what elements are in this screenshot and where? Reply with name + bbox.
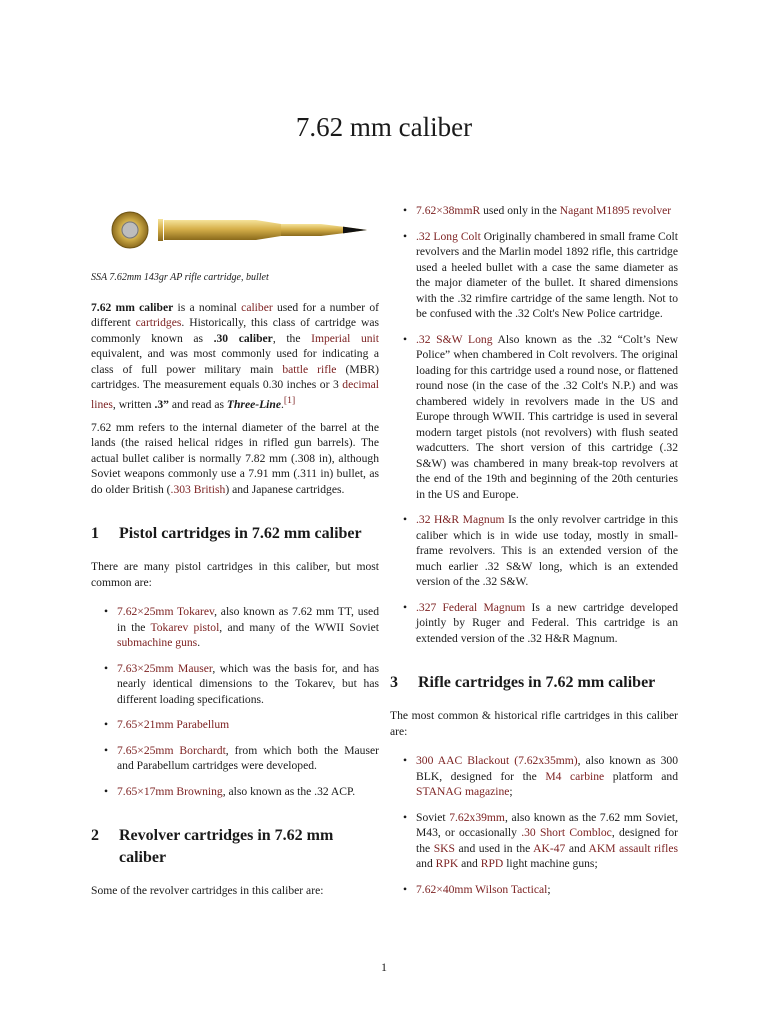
link-imperial-unit[interactable]: Imperial unit: [311, 331, 379, 345]
list-item: • .32 H&R Magnum Is the only revolver cartridge in this caliber which is in wide use today, mostly in small-frame revolvers. This is an extended version of the much earlier .32 S&W long, which is an extended version of the .32 S&W.: [390, 512, 678, 590]
link-303-british[interactable]: .303 British: [170, 482, 226, 496]
link-32-long-colt[interactable]: .32 Long Colt: [416, 229, 481, 243]
link-32-hr-magnum[interactable]: .32 H&R Magnum: [416, 513, 505, 526]
rifle-cartridge-list: [390, 753, 678, 897]
link-decimal-lines[interactable]: decimal lines: [91, 378, 379, 411]
link-rpd[interactable]: RPD: [480, 857, 504, 870]
link-battle-rifle[interactable]: battle rifle: [282, 362, 337, 376]
list-item: • 7.62×25mm Tokarev, also known as 7.62 mm TT, used in the Tokarev pistol, and many of the WWII Soviet submachine guns.: [91, 604, 379, 651]
link-browning[interactable]: 7.65×17mm Browning: [117, 784, 223, 798]
list-item: [91, 717, 379, 733]
link-tokarev-pistol[interactable]: Tokarev pistol: [150, 620, 220, 634]
section-3-intro: The most common & historical rifle cartridges in this caliber are:: [390, 709, 678, 738]
link-sks[interactable]: SKS: [433, 841, 455, 855]
list-item: • 7.65×25mm Borchardt, from which both the Mauser and Parabellum cartridges were developed.: [91, 743, 379, 774]
link-7-62x39mm[interactable]: 7.62x39mm: [449, 810, 505, 824]
intro-paragraph-1: 7.62 mm caliber is a nominal caliber used for a number of different cartridges. Historically, this class of cartridge was commonly known as .30 caliber, the Imperial unit equivalent, and was most commonly used for indicating a class of full power military main battle rifle (MBR) cartridges. The measurement equals 0.30 inches or 3 decimal lines, written .3” and read as Three-Line.[1]: [91, 300, 379, 411]
reference-1-link[interactable]: [1]: [283, 394, 296, 406]
link-32-sw-long[interactable]: .32 S&W Long: [416, 332, 493, 346]
intro-paragraph-2: 7.62 mm refers to the internal diameter of the barrel at the lands (the raised helical ridges in rifled gun barrels). The actual bullet caliber is normally 7.82 mm (.308 in), although Soviet weapons commonly use a 7.91 mm (.311 in) bullet, as do older British (.303 British) and Japanese cartridges.: [91, 420, 379, 496]
link-cartridges[interactable]: cartridges: [135, 316, 182, 329]
link-nagant-revolver[interactable]: Nagant M1895 revolver: [559, 204, 672, 217]
section-2-intro: Some of the revolver cartridges in this caliber are:: [91, 884, 324, 898]
link-300-blackout[interactable]: 300 AAC Blackout (7.62x35mm): [416, 754, 578, 767]
right-column: [390, 195, 678, 907]
link-parabellum[interactable]: 7.65×21mm Parabellum: [117, 718, 230, 732]
list-item: • .32 S&W Long Also known as the .32 “Colt’s New Police” when chambered in Colt revolvers. The original loading for this cartridge used a round nose, or flattened round nose (in the case of the .32 Colt's N.P.) and was chambered widely in revolvers made in the US and Europe through WWII. This cartridge is used in several modern target pistols (not revolvers) with flush seated wadcutters. The short version of this cartridge (.32 S&W) was chambered in many break-top revolvers at the end of the 19th and beginning of the 20th centuries in the US and Europe.: [390, 332, 678, 503]
list-item: • 7.62×38mmR used only in the Nagant M1895 revolver: [390, 203, 678, 219]
cartridge-figure: [91, 208, 379, 270]
cartridge-image: [91, 208, 379, 270]
list-item: • 7.65×17mm Browning, also known as the .32 ACP.: [91, 784, 379, 800]
link-ak-47[interactable]: AK-47: [533, 841, 566, 855]
page-number: 1: [381, 960, 387, 974]
link-m4-carbine[interactable]: M4 carbine: [545, 769, 605, 783]
section-1-intro: There are many pistol cartridges in this caliber, but most common are:: [91, 560, 379, 589]
link-mauser[interactable]: 7.63×25mm Mauser: [117, 661, 213, 675]
section-2-heading: 2 Revolver cartridges in 7.62 mm caliber: [91, 827, 334, 867]
caliber-term: 7.62 mm caliber: [91, 300, 174, 314]
section-3-heading: 3 Rifle cartridges in 7.62 mm caliber: [390, 674, 656, 691]
link-wilson-tactical[interactable]: 7.62×40mm Wilson Tactical: [416, 882, 548, 896]
list-item: • .32 Long Colt Originally chambered in small frame Colt revolvers and the Marlin model 1892 rifle, this cartridge used a heeled bullet with a case the same diameter as the major diameter of the bullet. It shared dimensions with the .32 rimfire cartridge of the same length. Not to be confused with the .32 Colt's New Police cartridge.: [390, 229, 678, 322]
link-akm[interactable]: AKM assault rifles: [588, 841, 678, 855]
link-rpk[interactable]: RPK: [435, 857, 459, 870]
three-tenths-term: .3”: [154, 397, 169, 411]
list-item: • .327 Federal Magnum Is a new cartridge developed jointly by Ruger and Federal. This cartridge is an extended version of the .32 H&R Magnum.: [390, 600, 678, 647]
list-item: • 300 AAC Blackout (7.62x35mm), also known as 300 BLK, designed for the M4 carbine platform and STANAG magazine;: [390, 753, 678, 800]
link-borchardt[interactable]: 7.65×25mm Borchardt: [117, 743, 226, 757]
page-title: 7.62 mm caliber: [295, 112, 473, 142]
section-1-heading: 1 Pistol cartridges in 7.62 mm caliber: [91, 525, 362, 543]
link-stanag-magazine[interactable]: STANAG magazine: [416, 785, 510, 798]
revolver-cartridge-list: [390, 203, 678, 646]
list-item: • 7.62×40mm Wilson Tactical;: [390, 882, 678, 898]
left-column: [91, 200, 379, 907]
pistol-cartridge-list: [91, 604, 379, 799]
link-7-62x38mmr[interactable]: 7.62×38mmR: [416, 204, 481, 217]
link-submachine-guns[interactable]: submachine guns: [117, 636, 198, 650]
link-tokarev-cartridge[interactable]: 7.62×25mm Tokarev: [117, 605, 215, 619]
list-item: • Soviet 7.62x39mm, also known as the 7.62 mm Soviet, M43, or occasionally .30 Short Combloc, designed for the SKS and used in the AK-47 and AKM assault rifles and RPK and RPD light machine guns;: [390, 810, 678, 872]
link-327-federal-magnum[interactable]: .327 Federal Magnum: [416, 600, 526, 614]
three-line-term: Three-Line: [226, 397, 281, 411]
link-caliber[interactable]: caliber: [241, 300, 273, 314]
link-short-combloc[interactable]: .30 Short Combloc: [521, 826, 612, 839]
list-item: • 7.63×25mm Mauser, which was the basis for, and has nearly identical dimensions to the Tokarev, but has different loading specifications.: [91, 661, 379, 708]
figure-caption: SSA 7.62mm 143gr AP rifle cartridge, bullet: [91, 272, 269, 283]
thirty-caliber-term: .30 caliber: [213, 331, 273, 345]
